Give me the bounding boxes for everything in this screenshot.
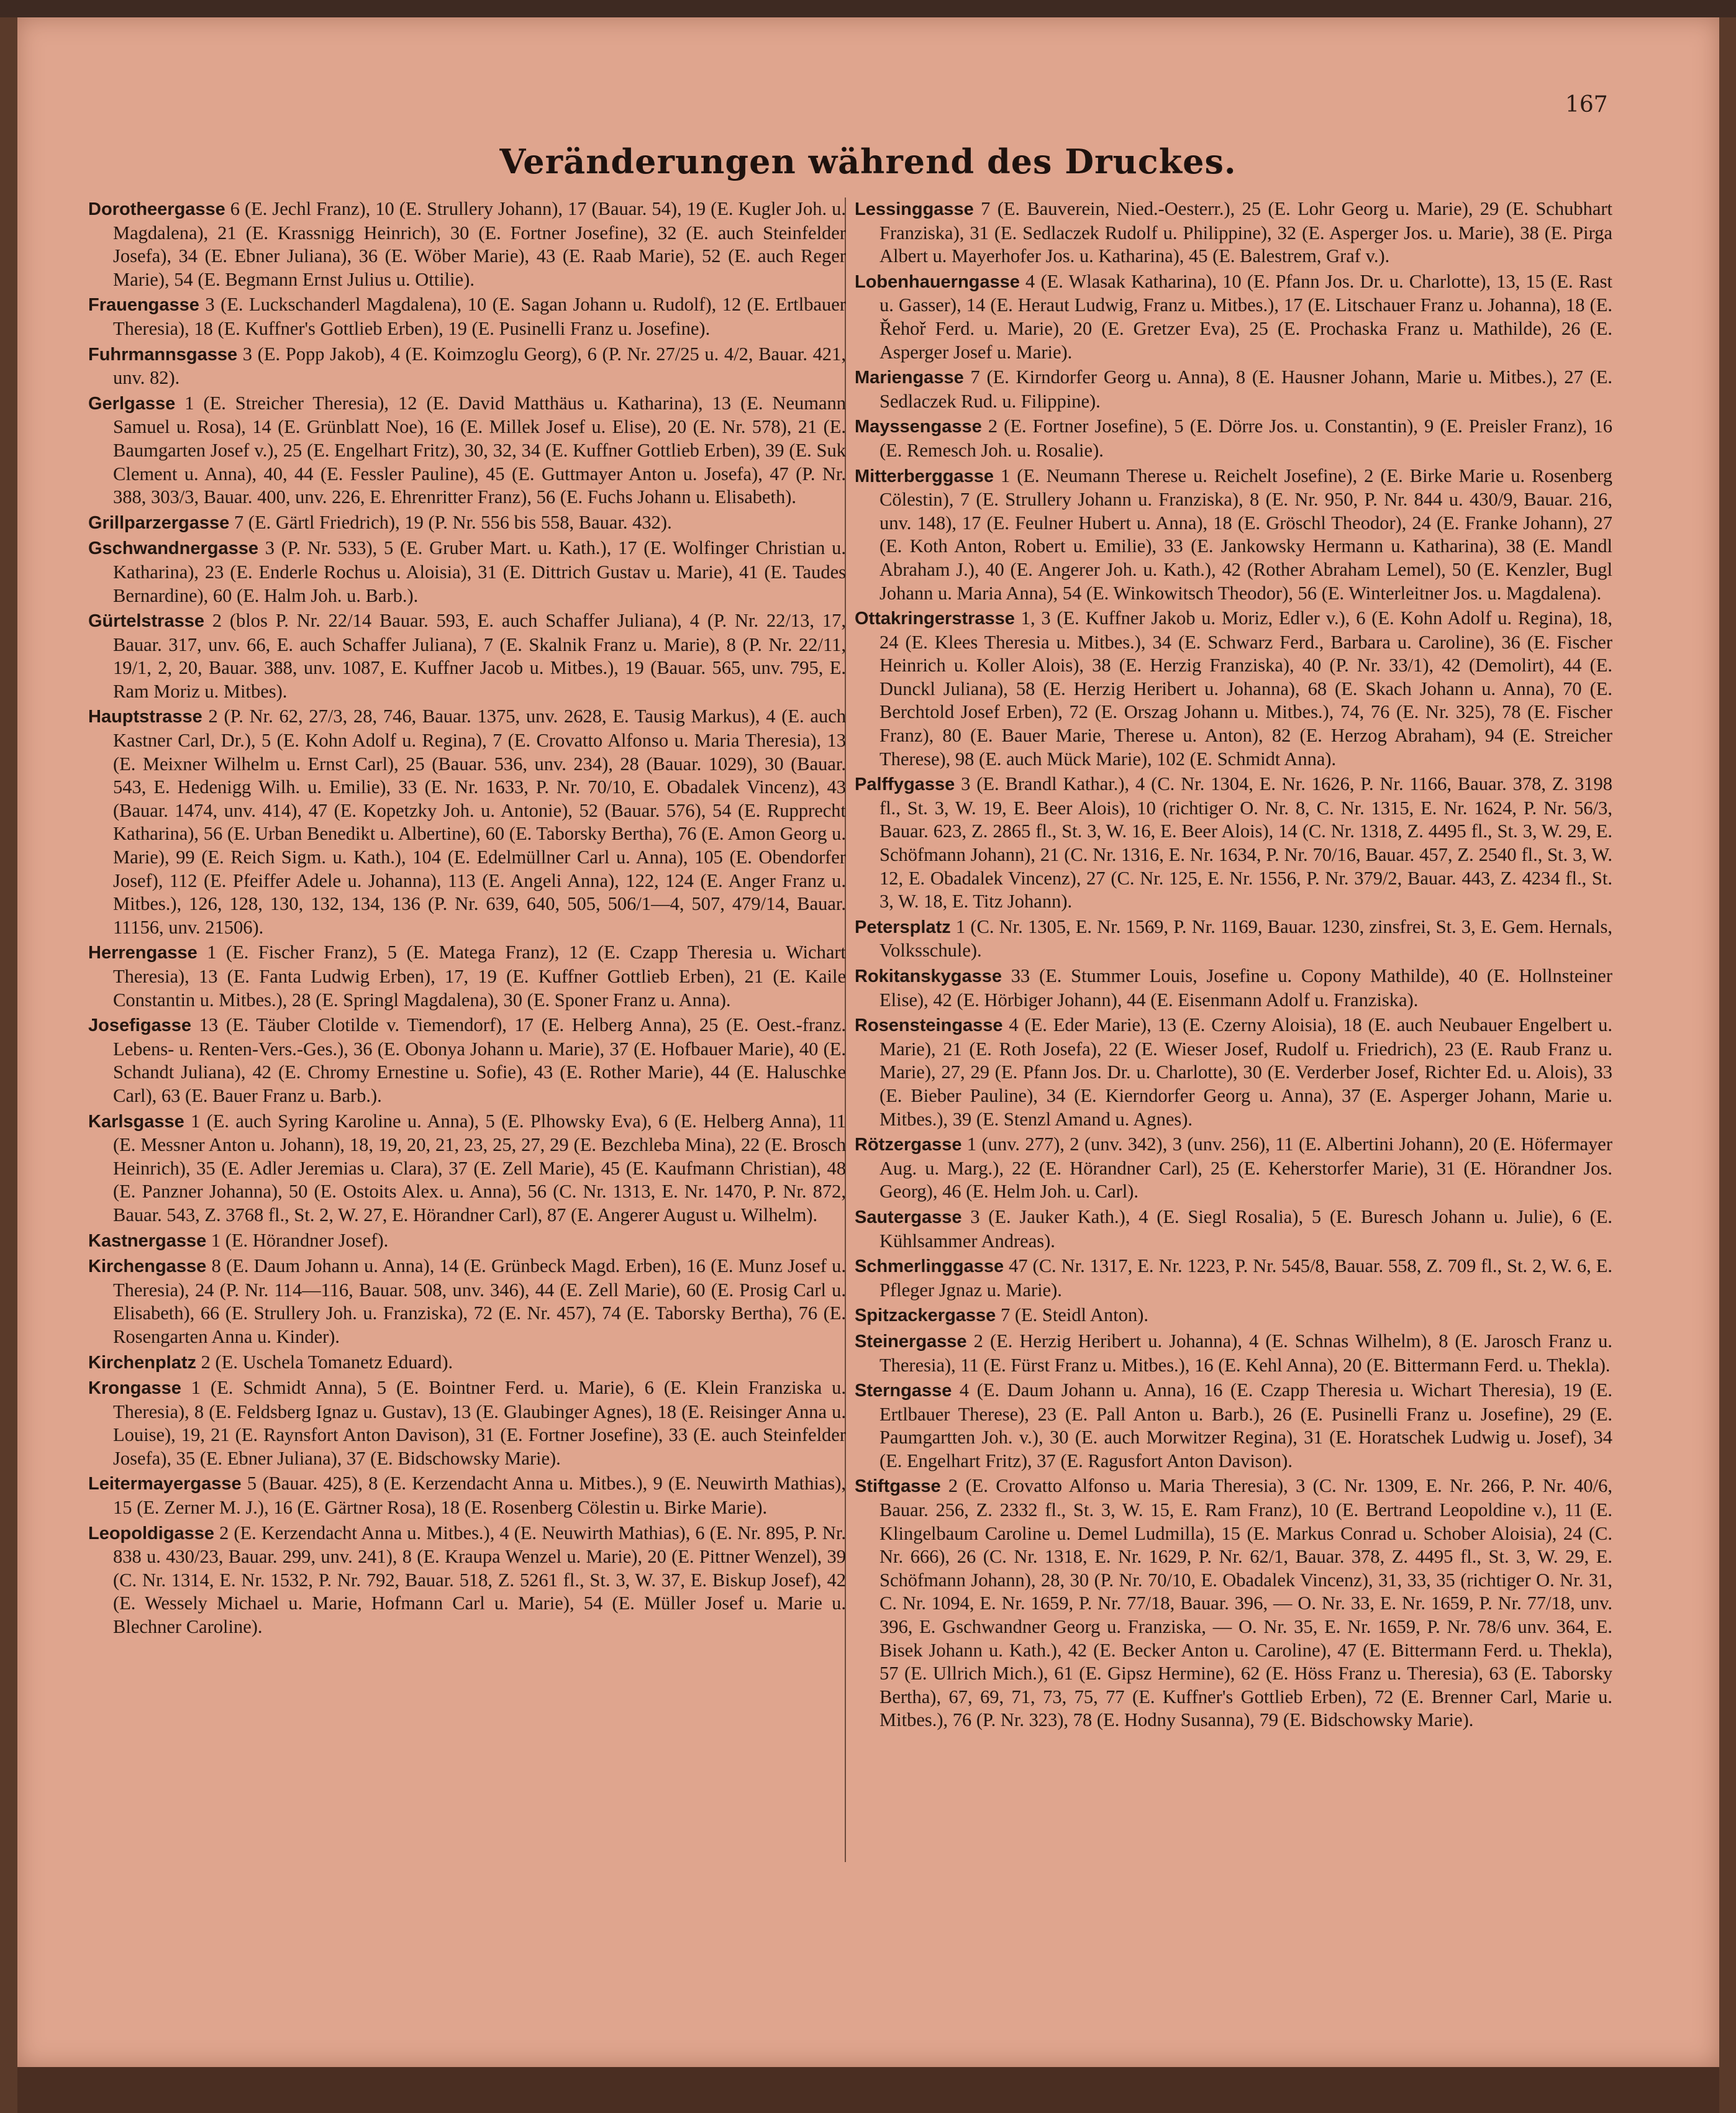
street-entry [88,705,846,939]
street-details: 3 (E. Popp Jakob), 4 (E. Koimzoglu Georg), 6 (P. Nr. 27/25 u. 4/2, Bauar. 421, unv. 82). [113,343,846,389]
street-name: Grillparzergasse [88,512,230,533]
street-details: 7 (E. Kirndorfer Georg u. Anna), 8 (E. Hausner Johann, Marie u. Mitbes.), 27 (E. Sedlaczek Rud. u. Filippine). [879,366,1612,412]
street-name: Rosensteingasse [855,1016,1003,1036]
street-name: Kirchenplatz [88,1352,197,1373]
street-details: 4 (E. Wlasak Katharina), 10 (E. Pfann Jos. Dr. u. Charlotte), 13, 15 (E. Rast u. Gasser), 14 (E. Heraut Ludwig, Franz u. Mitbes.), 17 (E. Litschauer Franz u. Johanna), 18 (E. Řehoř Ferd. u. Marie), 20 (E. Gretzer Eva), 25 (E. Prochaska Franz u. Mathilde), 26 (E. Asperger Josef u. Marie). [879,270,1612,363]
street-details: 1 (E. Streicher Theresia), 12 (E. David Matthäus u. Katharina), 13 (E. Neumann Samuel u. Rosa), 14 (E. Grünblatt Noe), 16 (E. Millek Josef u. Elise), 20 (E. Nr. 578), 21 (E. Baumgarten Josef v.), 25 (E. Engelhart Fritz), 30, 32, 34 (E. Kuffner Gottlieb Erben), 39 (E. Suk Clement u. Anna), 40, 44 (E. Fessler Pauline), 45 (E. Guttmayer Anton u. Josefa), 47 (P. Nr. 388, 303/3, Bauar. 400, unv. 226, E. Ehrenritter Franz), 56 (E. Fuchs Johann u. Elisabeth). [113,392,846,508]
street-entry [855,916,1612,963]
street-name: Schmerlinggasse [855,1256,1004,1277]
street-entry [88,198,846,291]
street-entry [88,537,846,607]
street-name: Frauengasse [88,295,199,316]
street-entry [855,607,1612,771]
street-entry [88,1110,846,1227]
street-entry [88,392,846,509]
street-details: 2 (P. Nr. 62, 27/3, 28, 746, Bauar. 1375, unv. 2628, E. Tausig Markus), 4 (E. auch Kastner Carl, Dr.), 5 (E. Kohn Adolf u. Regina), 7 (E. Crovatto Alfonso u. Maria Theresia), 13 (E. Meixner Wilhelm u. Ernst Carl), 25 (Bauar. 536, unv. 234), 28 (Bauar. 1029), 30 (Bauar. 543, E. Hedenigg Wilh. u. Emilie), 33 (E. Nr. 1633, P. Nr. 70/10, E. Obadalek Vincenz), 43 (Bauar. 1474, unv. 414), 47 (E. Kopetzky Joh. u. Antonie), 52 (Bauar. 576), 54 (E. Rupprecht Katharina), 56 (E. Urban Benedikt u. Albertine), 60 (E. Taborsky Bertha), 76 (E. Amon Georg u. Marie), 99 (E. Reich Sigm. u. Kath.), 104 (E. Edelmüllner Carl u. Anna), 105 (E. Obendorfer Josef), 112 (E. Pfeiffer Adele u. Johanna), 113 (E. Angeli Anna), 122, 124 (E. Anger Franz u. Mitbes.), 126, 128, 130, 132, 134, 136 (P. Nr. 639, 640, 505, 506/1—4, 507, 479/14, Bauar. 11156, unv. 21506). [113,706,846,938]
street-details: 1 (E. auch Syring Karoline u. Anna), 5 (E. Plhowsky Eva), 6 (E. Helberg Anna), 11 (E. Messner Anton u. Johann), 18, 19, 20, 21, 23, 25, 27, 29 (E. Bezchleba Mina), 22 (E. Brosch Heinrich), 35 (E. Adler Jeremias u. Clara), 37 (E. Zell Marie), 45 (E. Kaufmann Christian), 48 (E. Panzner Johanna), 50 (E. Ostoits Alex. u. Anna), 56 (C. Nr. 1313, E. Nr. 1470, P. Nr. 872, Bauar. 543, Z. 3768 fl., St. 2, W. 27, E. Hörandner Carl), 87 (E. Angerer August u. Wilhelm). [113,1110,846,1225]
street-name: Gürtelstrasse [88,611,204,632]
street-name: Stiftgasse [855,1476,941,1497]
street-entry [88,1255,846,1348]
street-entry [88,1229,846,1253]
street-entry [88,1351,846,1375]
street-entry [855,965,1612,1012]
street-name: Leopoldigasse [88,1523,215,1543]
street-entry [88,1014,846,1107]
street-details: 3 (P. Nr. 533), 5 (E. Gruber Mart. u. Kath.), 17 (E. Wolfinger Christian u. Katharina), 23 (E. Enderle Rochus u. Aloisia), 31 (E. Dittrich Gustav u. Marie), 41 (E. Taudes Bernardine), 60 (E. Halm Joh. u. Barb.). [113,537,846,606]
street-entry [88,343,846,390]
street-entry [855,1330,1612,1377]
street-details: 4 (E. Eder Marie), 13 (E. Czerny Aloisia), 18 (E. auch Neubauer Engelbert u. Marie), 21 (E. Roth Josefa), 22 (E. Wieser Josef, Rudolf u. Friedrich), 23 (E. Raub Franz u. Marie), 27, 29 (E. Pfann Jos. Dr. u. Charlotte), 30 (E. Verderber Josef, Richter Ed. u. Alois), 33 (E. Bieber Pauline), 34 (E. Kierndorfer Georg u. Anna), 37 (E. Asperger Johann, Marie u. Mitbes.), 39 (E. Stenzl Amand u. Agnes). [879,1014,1612,1130]
street-details: 4 (E. Daum Johann u. Anna), 16 (E. Czapp Theresia u. Wichart Theresia), 19 (E. Ertlbauer Therese), 23 (E. Pall Anton u. Barb.), 26 (E. Pusinelli Franz u. Josefine), 29 (E. Paumgartten Joh. v.), 30 (E. auch Morwitzer Regina), 31 (E. Horatschek Ludwig u. Josef), 34 (E. Engelhart Fritz), 37 (E. Ragusfort Anton Davison). [879,1379,1612,1471]
street-name: Petersplatz [855,917,951,937]
street-entry [855,1133,1612,1204]
street-details: 6 (E. Jechl Franz), 10 (E. Strullery Johann), 17 (Bauar. 54), 19 (E. Kugler Joh. u. Magdalena), 21 (E. Krassnigg Heinrich), 30 (E. Fortner Josefine), 32 (E. auch Steinfelder Josefa), 34 (E. Ebner Juliana), 36 (E. Wöber Marie), 43 (E. Raab Marie), 52 (E. auch Reger Marie), 54 (E. Begmann Ernst Julius u. Ottilie). [113,198,846,290]
page-bottom-edge [17,2067,1719,2113]
street-name: Ottakringerstrasse [855,609,1015,629]
page-number: 167 [1565,92,1608,117]
street-entry [855,1014,1612,1131]
street-entry [855,1475,1612,1732]
street-name: Rokitanskygasse [855,966,1002,986]
street-details: 1 (unv. 277), 2 (unv. 342), 3 (unv. 256), 11 (E. Albertini Johann), 20 (E. Höfermayer Aug. u. Marg.), 22 (E. Hörandner Carl), 25 (E. Keherstorfer Marie), 31 (E. Hörandner Jos. Georg), 46 (E. Helm Joh. u. Carl). [879,1134,1612,1202]
street-details: 1, 3 (E. Kuffner Jakob u. Moriz, Edler v.), 6 (E. Kohn Adolf u. Regina), 18, 24 (E. Klees Theresia u. Mitbes.), 34 (E. Schwarz Ferd., Barbara u. Caroline), 36 (E. Fischer Heinrich u. Koller Alois), 38 (E. Herzig Franziska), 40 (P. Nr. 33/1), 42 (Demolirt), 44 (E. Dunckl Juliana), 58 (E. Herzig Heribert u. Johanna), 68 (E. Skach Johann u. Anna), 70 (E. Berchtold Josef Erben), 72 (E. Orszag Johann u. Mitbes.), 74, 76 (E. Nr. 325), 78 (E. Fischer Franz), 80 (E. Bauer Marie, Therese u. Anton), 82 (E. Herzog Abraham), 94 (E. Streicher Therese), 98 (E. auch Mück Marie), 102 (E. Schmidt Anna). [879,607,1612,770]
street-name: Gschwandnergasse [88,538,258,559]
right-column [855,198,1612,1734]
street-details: 33 (E. Stummer Louis, Josefine u. Copony Mathilde), 40 (E. Hollnsteiner Elise), 42 (E. Hörbiger Johann), 44 (E. Eisenmann Adolf u. Franziska). [879,965,1612,1011]
street-details: 7 (E. Gärtl Friedrich), 19 (P. Nr. 556 bis 558, Bauar. 432). [229,511,672,533]
street-details: 5 (Bauar. 425), 8 (E. Kerzendacht Anna u. Mitbes.), 9 (E. Neuwirth Mathias), 15 (E. Zerner M. J.), 16 (E. Gärtner Rosa), 18 (E. Rosenberg Cölestin u. Birke Marie). [113,1473,846,1519]
street-name: Palffygasse [855,775,955,795]
street-details: 47 (C. Nr. 1317, E. Nr. 1223, P. Nr. 545/8, Bauar. 558, Z. 709 fl., St. 2, W. 6, E. Pfleger Jgnaz u. Marie). [879,1255,1612,1301]
street-entry [855,198,1612,268]
street-name: Mariengasse [855,368,964,388]
street-name: Steinergasse [855,1331,967,1352]
street-details: 2 (E. Kerzendacht Anna u. Mitbes.), 4 (E. Neuwirth Mathias), 6 (E. Nr. 895, P. Nr. 838 u. 430/23, Bauar. 299, unv. 241), 8 (E. Kraupa Wenzel u. Marie), 20 (E. Pittner Wenzel), 39 (C. Nr. 1314, E. Nr. 1532, P. Nr. 792, Bauar. 518, Z. 5261 fl., St. 3, W. 37, E. Biskup Josef), 42 (E. Wessely Michael u. Marie, Hofmann Carl u. Marie), 54 (E. Müller Josef u. Marie u. Blechner Caroline). [113,1522,846,1638]
street-entry [855,1379,1612,1473]
street-name: Gerlgasse [88,393,176,414]
street-name: Kastnergasse [88,1230,207,1251]
street-entry [855,1304,1612,1328]
page-title: Veränderungen während des Druckes. [499,142,1237,181]
street-details: 1 (C. Nr. 1305, E. Nr. 1569, P. Nr. 1169, Bauar. 1230, zinsfrei, St. 3, E. Gem. Hernals, Volksschule). [879,916,1612,961]
street-name: Sautergasse [855,1207,962,1227]
street-entry [88,609,846,703]
street-name: Kirchengasse [88,1256,207,1277]
street-details: 7 (E. Bauverein, Nied.-Oesterr.), 25 (E. Lohr Georg u. Marie), 29 (E. Schubhart Franziska), 31 (E. Sedlaczek Rudolf u. Philippine), 32 (E. Asperger Jos. u. Marie), 38 (E. Pirga Albert u. Mayerhofer Jos. u. Katharina), 45 (E. Balestrem, Graf v.). [879,198,1612,267]
street-details: 3 (E. Jauker Kath.), 4 (E. Siegl Rosalia), 5 (E. Buresch Johann u. Julie), 6 (E. Kühlsammer Andreas). [879,1206,1612,1252]
street-entry [88,1472,846,1519]
street-name: Mayssengasse [855,417,982,437]
street-name: Herrengasse [88,943,198,963]
street-entry [88,1376,846,1470]
street-details: 1 (E. Hörandner Josef). [206,1229,389,1251]
street-name: Rötzergasse [855,1135,962,1155]
street-entry [88,1522,846,1639]
street-name: Fuhrmannsgasse [88,344,238,365]
street-name: Hauptstrasse [88,707,202,727]
street-entry [855,366,1612,413]
street-details: 7 (E. Steidl Anton). [996,1304,1148,1326]
street-entry [855,270,1612,364]
street-name: Krongasse [88,1378,181,1399]
street-name: Mitterberggasse [855,466,994,486]
street-details: 1 (E. Schmidt Anna), 5 (E. Bointner Ferd. u. Marie), 6 (E. Klein Franziska u. Theresia), 8 (E. Feldsberg Ignaz u. Gustav), 13 (E. Glaubinger Agnes), 18 (E. Reisinger Anna u. Louise), 19, 21 (E. Raynsfort Anton Davison), 31 (E. Fortner Josefine), 33 (E. auch Steinfelder Josefa), 35 (E. Ebner Juliana), 37 (E. Bidschowsky Marie). [113,1377,846,1469]
street-name: Josefigasse [88,1016,192,1036]
street-entry [855,1206,1612,1253]
street-name: Karlsgasse [88,1111,184,1132]
street-details: 1 (E. Fischer Franz), 5 (E. Matega Franz), 12 (E. Czapp Theresia u. Wichart Theresia), 13 (E. Fanta Ludwig Erben), 17, 19 (E. Kuffner Gottlieb Erben), 21 (E. Kaile Constantin u. Mitbes.), 28 (E. Springl Magdalena), 30 (E. Sponer Franz u. Anna). [113,942,846,1011]
street-name: Lobenhauerngasse [855,271,1020,292]
street-details: 2 (E. Herzig Heribert u. Johanna), 4 (E. Schnas Wilhelm), 8 (E. Jarosch Franz u. Theresia), 11 (E. Fürst Franz u. Mitbes.), 16 (E. Kehl Anna), 20 (E. Bittermann Ferd. u. Thekla). [879,1330,1612,1376]
street-entry [855,773,1612,914]
street-details: 1 (E. Neumann Therese u. Reichelt Josefine), 2 (E. Birke Marie u. Rosenberg Cölestin), 7 (E. Strullery Johann u. Franziska), 8 (E. Nr. 950, P. Nr. 844 u. 430/9, Bauar. 216, unv. 148), 17 (E. Feulner Hubert u. Anna), 18 (E. Gröschl Theodor), 24 (E. Franke Johann), 27 (E. Koth Anton, Robert u. Emilie), 33 (E. Jankowsky Hermann u. Katharina), 38 (E. Mandl Abraham J.), 40 (E. Angerer Joh. u. Kath.), 42 (Rother Abraham Lemel), 50 (E. Kenzler, Bugl Johann u. Maria Anna), 54 (E. Winkowitsch Theodor), 56 (E. Winterleitner Jos. u. Magdalena). [879,465,1612,604]
street-name: Leitermayergasse [88,1474,242,1494]
street-details: 8 (E. Daum Johann u. Anna), 14 (E. Grünbeck Magd. Erben), 16 (E. Munz Josef u. Theresia), 24 (P. Nr. 114—116, Bauar. 508, unv. 346), 44 (E. Zell Marie), 60 (E. Prosig Carl u. Elisabeth), 66 (E. Strullery Joh. u. Franziska), 72 (E. Nr. 457), 74 (E. Taborsky Bertha), 76 (E. Rosengarten Anna u. Kinder). [113,1255,846,1347]
street-name: Sterngasse [855,1381,952,1401]
street-entry [855,1255,1612,1302]
street-name: Spitzackergasse [855,1306,996,1326]
street-entry [855,415,1612,462]
street-entry [88,293,846,340]
street-details: 2 (E. Uschela Tomanetz Eduard). [196,1351,453,1373]
street-details: 3 (E. Brandl Kathar.), 4 (C. Nr. 1304, E. Nr. 1626, P. Nr. 1166, Bauar. 378, Z. 3198 fl., St. 3, W. 19, E. Beer Alois), 10 (richtiger O. Nr. 8, C. Nr. 1315, E. Nr. 1624, P. Nr. 56/3, Bauar. 623, Z. 2865 fl., St. 3, W. 16, E. Beer Alois), 14 (C. Nr. 1318, Z. 4495 fl., St. 3, W. 29, E. Schöfmann Johann), 21 (C. Nr. 1316, E. Nr. 1634, P. Nr. 70/16, Bauar. 457, Z. 2540 fl., St. 3, W. 12, E. Obadalek Vincenz), 27 (C. Nr. 125, E. Nr. 1556, P. Nr. 379/2, Bauar. 443, Z. 4234 fl., St. 3, W. 18, E. Titz Johann). [879,773,1612,912]
street-details: 13 (E. Täuber Clotilde v. Tiemendorf), 17 (E. Helberg Anna), 25 (E. Oest.-franz. Lebens- u. Renten-Vers.-Ges.), 36 (E. Obonya Johann u. Marie), 37 (E. Hofbauer Marie), 40 (E. Schandt Juliana), 42 (E. Chromy Ernestine u. Sofie), 43 (E. Rother Marie), 44 (E. Haluschke Carl), 63 (E. Bauer Franz u. Barb.). [113,1014,846,1106]
street-details: 2 (blos P. Nr. 22/14 Bauar. 593, E. auch Schaffer Juliana), 4 (P. Nr. 22/13, 17, Bauar. 317, unv. 66, E. auch Schaffer Juliana), 7 (E. Skalnik Franz u. Marie), 8 (P. Nr. 22/11, 19/1, 2, 20, Bauar. 388, unv. 1087, E. Kuffner Jacob u. Mitbes.), 19 (Bauar. 565, unv. 795, E. Ram Moriz u. Mitbes). [113,610,846,702]
page-top-edge [0,0,1736,17]
street-entry [855,465,1612,606]
street-entry [88,511,846,535]
street-details: 2 (E. Fortner Josefine), 5 (E. Dörre Jos. u. Constantin), 9 (E. Preisler Franz), 16 (E. Remesch Joh. u. Rosalie). [879,416,1612,461]
street-details: 3 (E. Luckschanderl Magdalena), 10 (E. Sagan Johann u. Rudolf), 12 (E. Ertlbauer Theresia), 18 (E. Kuffner's Gottlieb Erben), 19 (E. Pusinelli Franz u. Josefine). [113,294,846,339]
street-entry [88,941,846,1012]
street-name: Lessinggasse [855,199,974,219]
left-column [88,198,846,1641]
street-details: 2 (E. Crovatto Alfonso u. Maria Theresia), 3 (C. Nr. 1309, E. Nr. 266, P. Nr. 40/6, Bauar. 256, Z. 2332 fl., St. 3, W. 15, E. Ram Franz), 10 (E. Bertrand Leopoldine v.), 11 (E. Klingelbaum Caroline u. Demel Ludmilla), 15 (E. Markus Conrad u. Schober Aloisia), 24 (C. Nr. 666), 26 (C. Nr. 1318, E. Nr. 1629, P. Nr. 62/1, Bauar. 378, Z. 4495 fl., St. 3, W. 29, E. Schöfmann Johann), 28, 30 (P. Nr. 70/10, E. Obadalek Vincenz), 31, 33, 35 (richtiger O. Nr. 31, C. Nr. 1094, E. Nr. 1659, P. Nr. 77/18, Bauar. 396, — O. Nr. 33, E. Nr. 1659, P. Nr. 77/18, unv. 396, E. Gschwandner Georg u. Franziska, — O. Nr. 35, E. Nr. 1659, P. Nr. 78/6 unv. 364, E. Bisek Johann u. Kath.), 42 (E. Becker Anton u. Caroline), 47 (E. Bittermann Ferd. u. Thekla), 57 (E. Ullrich Mich.), 61 (E. Gipsz Hermine), 62 (E. Höss Franz u. Theresia), 63 (E. Taborsky Bertha), 67, 69, 71, 73, 75, 77 (E. Kuffner's Gottlieb Erben), 72 (E. Brenner Carl, Marie u. Mitbes.), 76 (P. Nr. 323), 78 (E. Hodny Susanna), 79 (E. Bidschowsky Marie). [879,1475,1612,1731]
street-name: Dorotheergasse [88,199,225,219]
